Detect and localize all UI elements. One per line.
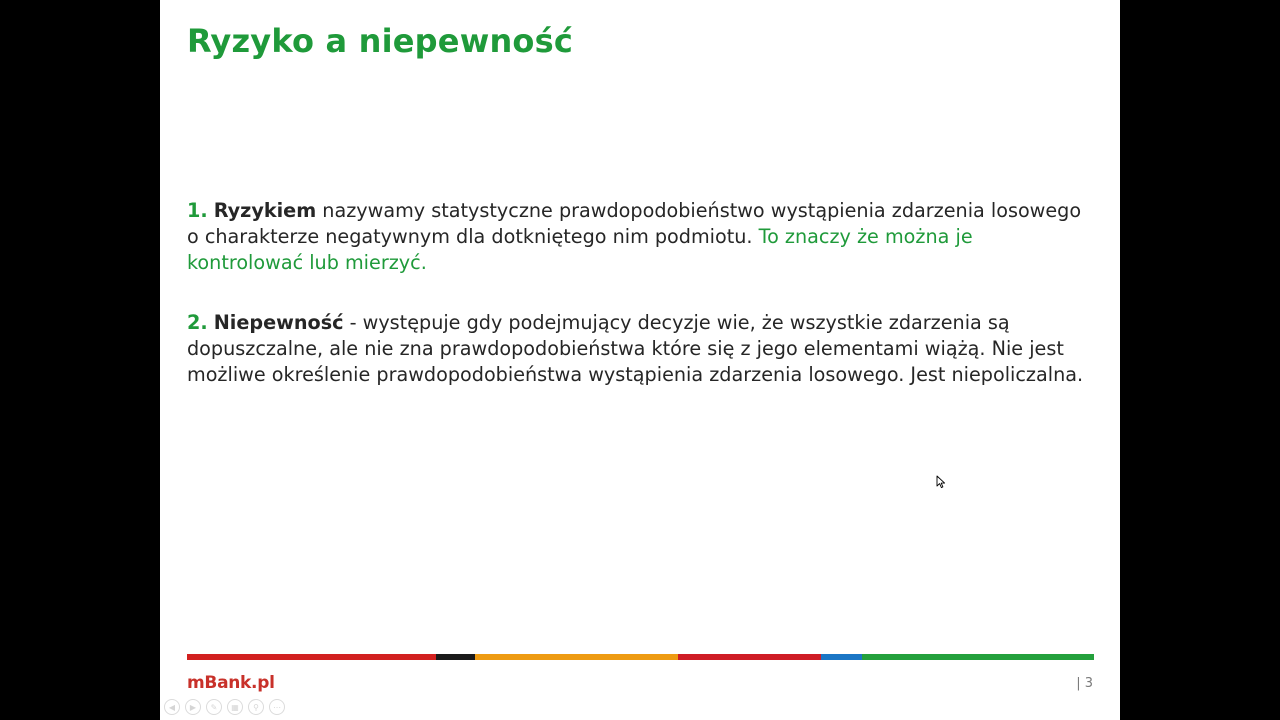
brand-color-bar xyxy=(187,654,1094,660)
previous-icon[interactable]: ◀ xyxy=(164,699,180,715)
presentation-slide xyxy=(160,0,1120,720)
more-icon[interactable]: ⋯ xyxy=(269,699,285,715)
point-number: 2. xyxy=(187,311,208,334)
color-bar-segment xyxy=(821,654,862,660)
color-bar-segment xyxy=(187,654,436,660)
mouse-cursor-icon xyxy=(936,475,946,489)
slideshow-controls xyxy=(164,699,285,715)
slide-title: Ryzyko a niepewność xyxy=(187,22,574,60)
zoom-icon[interactable]: ⚲ xyxy=(248,699,264,715)
next-icon[interactable]: ▶ xyxy=(185,699,201,715)
color-bar-segment xyxy=(862,654,1094,660)
page-number: | 3 xyxy=(1076,676,1093,691)
mbank-logo: mBank.pl xyxy=(187,673,275,693)
slides-icon[interactable]: ▦ xyxy=(227,699,243,715)
point-number: 1. xyxy=(187,199,208,222)
definition-uncertainty xyxy=(187,310,1087,388)
uncertainty-definition-text: - występuje gdy podejmujący decyzje wie, że wszystkie zdarzenia są dopuszczalne, ale nie zna prawdopodobieństwa które się z jego elementami wiążą. Nie jest możliwe określenie prawdopodobieństwa wystąpienia zdarzenia losowego. Jest niepoliczalna. xyxy=(187,311,1084,386)
color-bar-segment xyxy=(678,654,821,660)
term-risk: Ryzykiem xyxy=(213,199,317,222)
pen-icon[interactable]: ✎ xyxy=(206,699,222,715)
color-bar-segment xyxy=(436,654,475,660)
definition-risk xyxy=(187,198,1087,276)
term-uncertainty: Niepewność xyxy=(213,311,344,334)
color-bar-segment xyxy=(475,654,678,660)
risk-note: To znaczy że można je kontrolować lub mierzyć. xyxy=(187,225,973,274)
risk-definition-text: nazywamy statystyczne prawdopodobieństwo wystąpienia zdarzenia losowego o charakterze negatywnym dla dotkniętego nim podmiotu. xyxy=(187,199,1082,248)
